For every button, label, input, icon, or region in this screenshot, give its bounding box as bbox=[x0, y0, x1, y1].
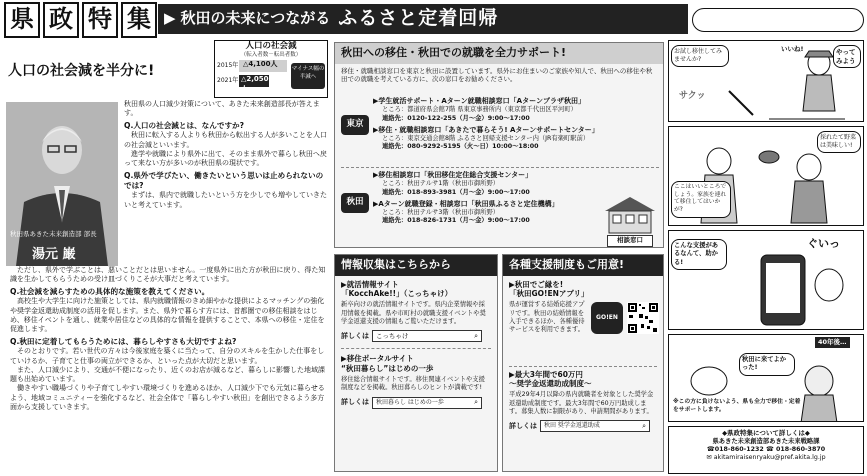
support-panel-intro: 移住・就職相談窓口を東京と秋田に設置しています。県外にお住まいのご家族や知人で、秋田への移住や秋田での就職を考えている方に、次の窓口をお勧めください。 bbox=[341, 66, 653, 84]
person-name: 湯元 巌 bbox=[32, 247, 76, 262]
speech-bubble: いいね! bbox=[781, 45, 804, 53]
support-item-2 bbox=[503, 367, 663, 436]
support-item-name: ～奨学金返還助成制度～ bbox=[509, 379, 592, 389]
question-3: Q.社会減を減らすための具体的な施策を教えてください。 bbox=[10, 287, 210, 297]
contact-dept: 県あきた未来創造部あきた未来戦略課 bbox=[712, 437, 820, 445]
speech-bubble: やってみよう bbox=[833, 45, 861, 68]
manga-panel-2 bbox=[668, 126, 864, 226]
time-caption: 40年後… bbox=[815, 337, 850, 348]
search-label: 詳しくは bbox=[341, 331, 369, 340]
triangle-icon: ▶ bbox=[164, 9, 176, 28]
photo-caption: 秋田県あきた未来創造部 部長 bbox=[10, 230, 97, 238]
search-box[interactable] bbox=[372, 330, 482, 342]
answer-1a: 秋田に転入する人よりも秋田から転出する人が多いことを人口の社会減といいます。 bbox=[124, 131, 327, 149]
question-4: Q.秋田に定着してもらうためには、暮らしやすさも大切ですよね? bbox=[10, 337, 237, 347]
search-box[interactable] bbox=[540, 420, 650, 432]
tokyo-list bbox=[373, 97, 661, 152]
contact-email-row bbox=[673, 454, 859, 462]
triangle-icon: ▶ bbox=[373, 125, 379, 134]
office-name: 移住相談窓口「秋田移住定住総合支援センター」 bbox=[378, 171, 533, 179]
manga-panel-1 bbox=[668, 40, 864, 122]
office-address: ところ：秋田テルサ1階（秋田市御所野） bbox=[382, 180, 500, 188]
office-address: ところ：都道府県会館7階 県東京事務所内（東京都千代田区平河町） bbox=[382, 106, 577, 114]
support-item-title: 最大3年間で60万円 bbox=[514, 369, 583, 379]
title-char: 特 bbox=[82, 2, 118, 38]
support-systems-panel bbox=[502, 254, 664, 472]
search-icon: ⌕ bbox=[642, 421, 646, 430]
stats-year: 2021年 bbox=[217, 77, 239, 85]
divider bbox=[341, 167, 659, 168]
list-item bbox=[373, 200, 597, 226]
right-title bbox=[692, 8, 864, 32]
triangle-icon: ▶ bbox=[341, 354, 347, 364]
office-name: 移住・就職相談窓口「あきたで暮らそう! Aターンサポートセンター」 bbox=[378, 125, 599, 134]
search-label: 詳しくは bbox=[341, 397, 369, 406]
triangle-icon: ▶ bbox=[341, 279, 347, 289]
search-icon: ⌕ bbox=[474, 397, 478, 406]
office-tel: 連絡先：018-893-3981（月～金）9:00～17:00 bbox=[382, 188, 530, 196]
list-item bbox=[373, 97, 661, 123]
question-2: Q.県外で学びたい、働きたいという思いは止められないのでは? bbox=[124, 171, 324, 191]
headline-band bbox=[158, 4, 688, 34]
search-icon: ⌕ bbox=[474, 331, 478, 340]
support-panel bbox=[334, 42, 664, 248]
panel-caption: ※この方に負けないよう、県も全力で移住・定着をサポートします。 bbox=[673, 399, 801, 413]
search-query: 秋田暮らし はじめの一歩 bbox=[376, 398, 444, 406]
office-address: ところ：東京交通会館8階 ふるさと回帰支援センター内（JR有楽町駅前） bbox=[382, 135, 590, 143]
info-item-desc: 移住総合情報サイトです。移住関連イベントや支援制度などを掲載。秋田暮らしのヒントが満載です! bbox=[341, 375, 485, 392]
answer-3: 高校生や大学生に向けた施策としては、県内就職情報のきめ細やかな提供によるマッチングの強化や奨学金返還助成制度の活用を促します。また、県外で暮らす方には、首都圏での移住相談をはじめ、移住イベントを通し、就業や居住などの具体的な情報を提供することで、本県への移住・定住を促進します。 bbox=[10, 297, 325, 334]
info-item-title: 就活情報サイト bbox=[346, 279, 399, 289]
intro-text-block bbox=[124, 100, 328, 210]
support-item-desc: 県が運営する結婚応援アプリです。秋田の結婚情報を入手できるほか、各種優待サービスを利用できます。 bbox=[509, 301, 585, 334]
answer-4a: そのとおりです。若い世代の方々は今後家庭を築くに当たって、自分のスキルを生かした仕事をしていけるか、子育てと仕事の両立ができるか、といった点が大切だと思います。 bbox=[10, 347, 325, 365]
left-column bbox=[2, 40, 330, 474]
office-sign: 相談窓口 bbox=[607, 235, 653, 247]
office-tel: 連絡先：018-826-1731（月～金）9:00～17:00 bbox=[382, 217, 530, 225]
main-text-block bbox=[10, 266, 328, 412]
title-char: 政 bbox=[43, 2, 79, 38]
akita-label: 秋田 bbox=[341, 193, 369, 213]
triangle-icon: ▶ bbox=[373, 97, 379, 105]
list-item bbox=[373, 126, 661, 152]
answer-4b: また、人口減少により、交通が不便になったり、近くのお店が減るなど、暮らしに影響した地域課題も出始めています。 bbox=[10, 365, 325, 384]
intro-text: 秋田県の人口減少対策について、あきた未来創造部長が答えます。 bbox=[124, 100, 320, 118]
search-label: 詳しくは bbox=[509, 421, 537, 430]
support-systems-title: 各種支援制度もご用意! bbox=[503, 255, 663, 276]
portrait-figure bbox=[6, 102, 118, 266]
search-row bbox=[341, 330, 491, 342]
contact-email[interactable]: akitamiraisenryaku@pref.akita.lg.jp bbox=[713, 454, 826, 462]
manga-column bbox=[668, 40, 864, 474]
triangle-icon: ▶ bbox=[373, 199, 379, 208]
triangle-icon: ▶ bbox=[373, 171, 379, 179]
search-query: 秋田 奨学金返還助成 bbox=[544, 422, 600, 430]
title-char: 集 bbox=[121, 2, 157, 38]
info-item-name: “秋田暮らし”はじめの一歩 bbox=[341, 364, 434, 374]
info-panel-title: 情報収集はこちらから bbox=[335, 255, 497, 276]
info-item-title: 移住ポータルサイト bbox=[346, 354, 414, 364]
office-name: Aターン就職登録・相談窓口「秋田県ふるさと定住機構」 bbox=[378, 199, 559, 208]
divider bbox=[341, 348, 491, 349]
question-1: Q.人口の社会減とは、なんですか? bbox=[124, 121, 245, 131]
support-panel-title: 秋田への移住・秋田での就職を全力サポート! bbox=[335, 43, 663, 64]
akita-list bbox=[373, 171, 597, 226]
sound-effect: サクッ bbox=[679, 91, 706, 101]
contact-fax: 018-860-3870 bbox=[776, 445, 826, 453]
stats-value: △2,050人 bbox=[241, 75, 269, 93]
stats-year: 2015年 bbox=[217, 62, 239, 70]
tokyo-label: 東京 bbox=[341, 115, 369, 135]
support-item-title: 秋田でご縁を! bbox=[514, 279, 564, 289]
search-row bbox=[341, 397, 491, 409]
info-panel bbox=[334, 254, 498, 472]
manga-panel-4 bbox=[668, 334, 864, 422]
speech-bubble: 秋田に来てよかった! bbox=[739, 353, 795, 376]
headline-prefix: 秋田の未来につながる bbox=[180, 9, 331, 28]
search-box[interactable] bbox=[372, 397, 482, 409]
header-bar bbox=[0, 0, 867, 40]
sound-effect: ぐいっ bbox=[807, 237, 840, 250]
search-row bbox=[509, 420, 657, 432]
app-label: GO!EN bbox=[596, 313, 618, 321]
stats-badge: マイナス幅の半減へ bbox=[291, 63, 325, 89]
stats-rows bbox=[215, 59, 327, 93]
contact-box bbox=[668, 426, 864, 474]
list-item bbox=[373, 171, 597, 197]
office-name: 学生就活サポート・Aターン就職相談窓口「Aターンプラザ秋田」 bbox=[378, 97, 585, 105]
answer-2a: まずは、県内で就職したいという方を少しでも増やしていきたいと考えています。 bbox=[124, 191, 327, 209]
main-title: 人口の社会減を半分に! bbox=[8, 63, 155, 79]
info-item-desc: 新卒向けの就活情報サイトです。県内企業情報や採用情報を掲載。県や市町村の就職支援イベントや奨学金返還支援の情報もご覧いただけます。 bbox=[341, 301, 486, 325]
answer-4c: 働きやすい職場づくりや子育てしやすい環境づくりを進めるほか、人口減少下でも元気に暮らせるよう、地域コミュニティーを強化するなど、社会全体で「暮らしやすい秋田」を創出できるよう多方面から支援していきます。 bbox=[10, 384, 325, 411]
speech-bubble: ここはいいところでしょう。家族を連れて移住してはいかが? bbox=[671, 181, 731, 218]
info-item-2 bbox=[335, 351, 497, 411]
contact-phone-row bbox=[673, 446, 859, 454]
speech-bubble: お試し移住してみませんか? bbox=[671, 45, 729, 67]
office-address: ところ：秋田テルサ3階（秋田市御所野） bbox=[382, 209, 500, 217]
answer-1b: 進学や就職により県外に出て、そのまま県外で暮らし秋田へ戻って来ない方が多いのが秋田県の現状です。 bbox=[124, 149, 327, 168]
contact-tel: ☎018-860-1232 bbox=[706, 445, 764, 453]
search-query: こっちゃけ bbox=[376, 331, 409, 340]
stats-box bbox=[214, 40, 328, 98]
speech-bubble: 採れたて野菜は美味しい! bbox=[817, 131, 861, 153]
manga-panel-3 bbox=[668, 230, 864, 330]
support-item-name: 「秋田GO!ENアプリ」 bbox=[509, 289, 589, 299]
speech-bubble: こんな支援があるなんて、助かる! bbox=[671, 239, 727, 270]
triangle-icon: ▶ bbox=[509, 369, 515, 379]
portrait-photo bbox=[6, 102, 118, 266]
triangle-icon: ▶ bbox=[509, 279, 515, 289]
fax-icon: ☎ bbox=[766, 445, 774, 453]
title-char: 県 bbox=[4, 2, 40, 38]
stats-title: 人口の社会減 bbox=[245, 41, 297, 51]
answer-2b: ただし、県外で学ぶことは、悪いことだとは思いません。一度県外に出た方が秋田に戻り、得た知識を生かしてもらうための受け皿づくりこそが大事だと考えています。 bbox=[10, 266, 326, 284]
info-item-name: 「KocchAke!!」（こっちゃけ） bbox=[341, 289, 453, 299]
office-tel: 連絡先：0120-122-255（月～金）9:00～17:00 bbox=[382, 114, 530, 122]
support-item-desc: 平成29年4月以降の県内就職者を対象とした奨学金返還助成制度です。最大3年間で60万円助成します。募集人数に制限があり、申請期間があります。 bbox=[509, 391, 654, 415]
info-item-1 bbox=[335, 276, 497, 347]
stats-value: △4,100人 bbox=[239, 60, 287, 72]
title-chars bbox=[4, 2, 157, 38]
headline-main: ふるさと定着回帰 bbox=[338, 7, 499, 30]
stats-subtitle: （転入者数－転出者数） bbox=[240, 52, 302, 59]
office-tel: 連絡先：080-9292-5195（火～日）10:00～18:00 bbox=[382, 143, 539, 151]
app-icon bbox=[591, 302, 623, 334]
contact-title: ◆県政特集について詳しくは◆ bbox=[722, 429, 810, 437]
email-icon: ✉ bbox=[706, 454, 712, 462]
qr-code-icon[interactable] bbox=[627, 302, 659, 334]
support-item-1 bbox=[503, 276, 663, 366]
